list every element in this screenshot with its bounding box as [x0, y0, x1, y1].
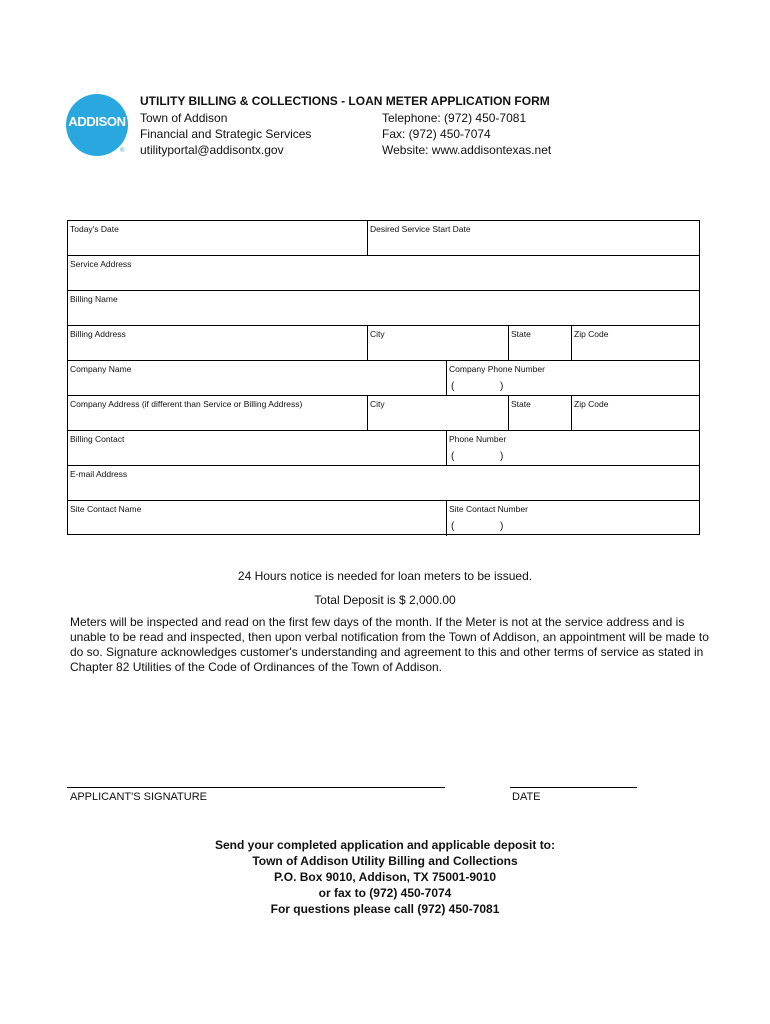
form-row-service-address: [68, 256, 699, 291]
registered-mark: ®: [120, 148, 125, 154]
terms-paragraph: Meters will be inspected and read on the first few days of the month. If the Meter is not at the service address and is unable to be read and inspected, then upon verbal notification from the Town of Addison, an appointment will be made to do so. Signature acknowledges customer's understanding and agreement to this and other terms of service as stated in Chapter 82 Utilities of the Code of Ordinances of the Town of Addison.: [70, 615, 709, 674]
header-town: Town of Addison: [140, 111, 228, 125]
addison-logo: [66, 94, 128, 156]
billing-name-label: Billing Name: [70, 294, 118, 304]
company-city-field[interactable]: [368, 396, 509, 430]
billing-address-label: Billing Address: [70, 329, 126, 339]
site-contact-number-label: Site Contact Number: [449, 504, 528, 514]
form-row-billing-address: [68, 326, 699, 361]
company-address-field[interactable]: [68, 396, 368, 430]
form-row-company-name: [68, 361, 699, 396]
footer-line-2: Town of Addison Utility Billing and Collections: [252, 854, 518, 868]
company-name-label: Company Name: [70, 364, 132, 374]
site-contact-name-field[interactable]: [68, 501, 447, 536]
company-zip-label: Zip Code: [574, 399, 609, 409]
date-signature-label: DATE: [512, 791, 541, 803]
header-email: utilityportal@addisontx.gov: [140, 143, 284, 157]
form-row-site-contact: [68, 501, 699, 536]
form-row-billing-name: [68, 291, 699, 326]
desired-start-date-field[interactable]: [368, 221, 699, 255]
company-state-field[interactable]: [509, 396, 572, 430]
form-row-dates: [68, 221, 699, 256]
company-phone-label: Company Phone Number: [449, 364, 545, 374]
billing-name-field[interactable]: [68, 291, 699, 325]
form-row-billing-contact: [68, 431, 699, 466]
header-website: Website: www.addisontexas.net: [382, 143, 552, 157]
form-row-email: [68, 466, 699, 501]
deposit-text: Total Deposit is $ 2,000.00: [314, 593, 456, 607]
billing-address-field[interactable]: [68, 326, 368, 360]
todays-date-field[interactable]: [68, 221, 368, 255]
billing-state-label: State: [511, 329, 531, 339]
billing-zip-label: Zip Code: [574, 329, 609, 339]
company-name-field[interactable]: [68, 361, 447, 395]
form-row-company-address: [68, 396, 699, 431]
footer-line-4: or fax to (972) 450-7074: [318, 886, 452, 900]
email-label: E-mail Address: [70, 469, 128, 479]
billing-contact-field[interactable]: [68, 431, 447, 465]
billing-phone-label: Phone Number: [449, 434, 507, 444]
company-phone-field[interactable]: Company Phone Number ( ): [449, 364, 545, 392]
logo-text: ADDISON: [68, 114, 126, 129]
date-signature-line[interactable]: [510, 787, 637, 788]
header-telephone: Telephone: (972) 450-7081: [382, 111, 527, 125]
billing-zip-field[interactable]: [572, 326, 699, 360]
applicant-signature-line[interactable]: [67, 787, 445, 788]
billing-state-field[interactable]: [509, 326, 572, 360]
site-contact-number-field[interactable]: Site Contact Number ( ): [449, 504, 528, 532]
todays-date-label: Today's Date: [70, 224, 119, 234]
header-department: Financial and Strategic Services: [140, 127, 312, 141]
service-address-label: Service Address: [70, 259, 132, 269]
company-zip-field[interactable]: [572, 396, 699, 430]
billing-city-field[interactable]: [368, 326, 509, 360]
application-form: [67, 220, 700, 535]
company-address-label: Company Address (if different than Service or Billing Address): [70, 399, 303, 409]
header-fax: Fax: (972) 450-7074: [382, 127, 491, 141]
form-title: UTILITY BILLING & COLLECTIONS - LOAN METER APPLICATION FORM: [140, 94, 550, 108]
applicant-signature-label: APPLICANT'S SIGNATURE: [70, 791, 207, 803]
billing-city-label: City: [370, 329, 385, 339]
service-address-field[interactable]: [68, 256, 699, 290]
notice-text: 24 Hours notice is needed for loan meters to be issued.: [237, 569, 533, 583]
site-contact-name-label: Site Contact Name: [70, 504, 142, 514]
footer-line-3: P.O. Box 9010, Addison, TX 75001-9010: [273, 870, 497, 884]
company-city-label: City: [370, 399, 385, 409]
company-state-label: State: [511, 399, 531, 409]
desired-start-date-label: Desired Service Start Date: [370, 224, 471, 234]
email-field[interactable]: [68, 466, 699, 500]
billing-phone-field[interactable]: Phone Number ( ): [449, 434, 507, 462]
footer-line-1: Send your completed application and applicable deposit to:: [214, 838, 556, 852]
footer-line-5: For questions please call (972) 450-7081: [270, 902, 500, 916]
billing-contact-label: Billing Contact: [70, 434, 125, 444]
